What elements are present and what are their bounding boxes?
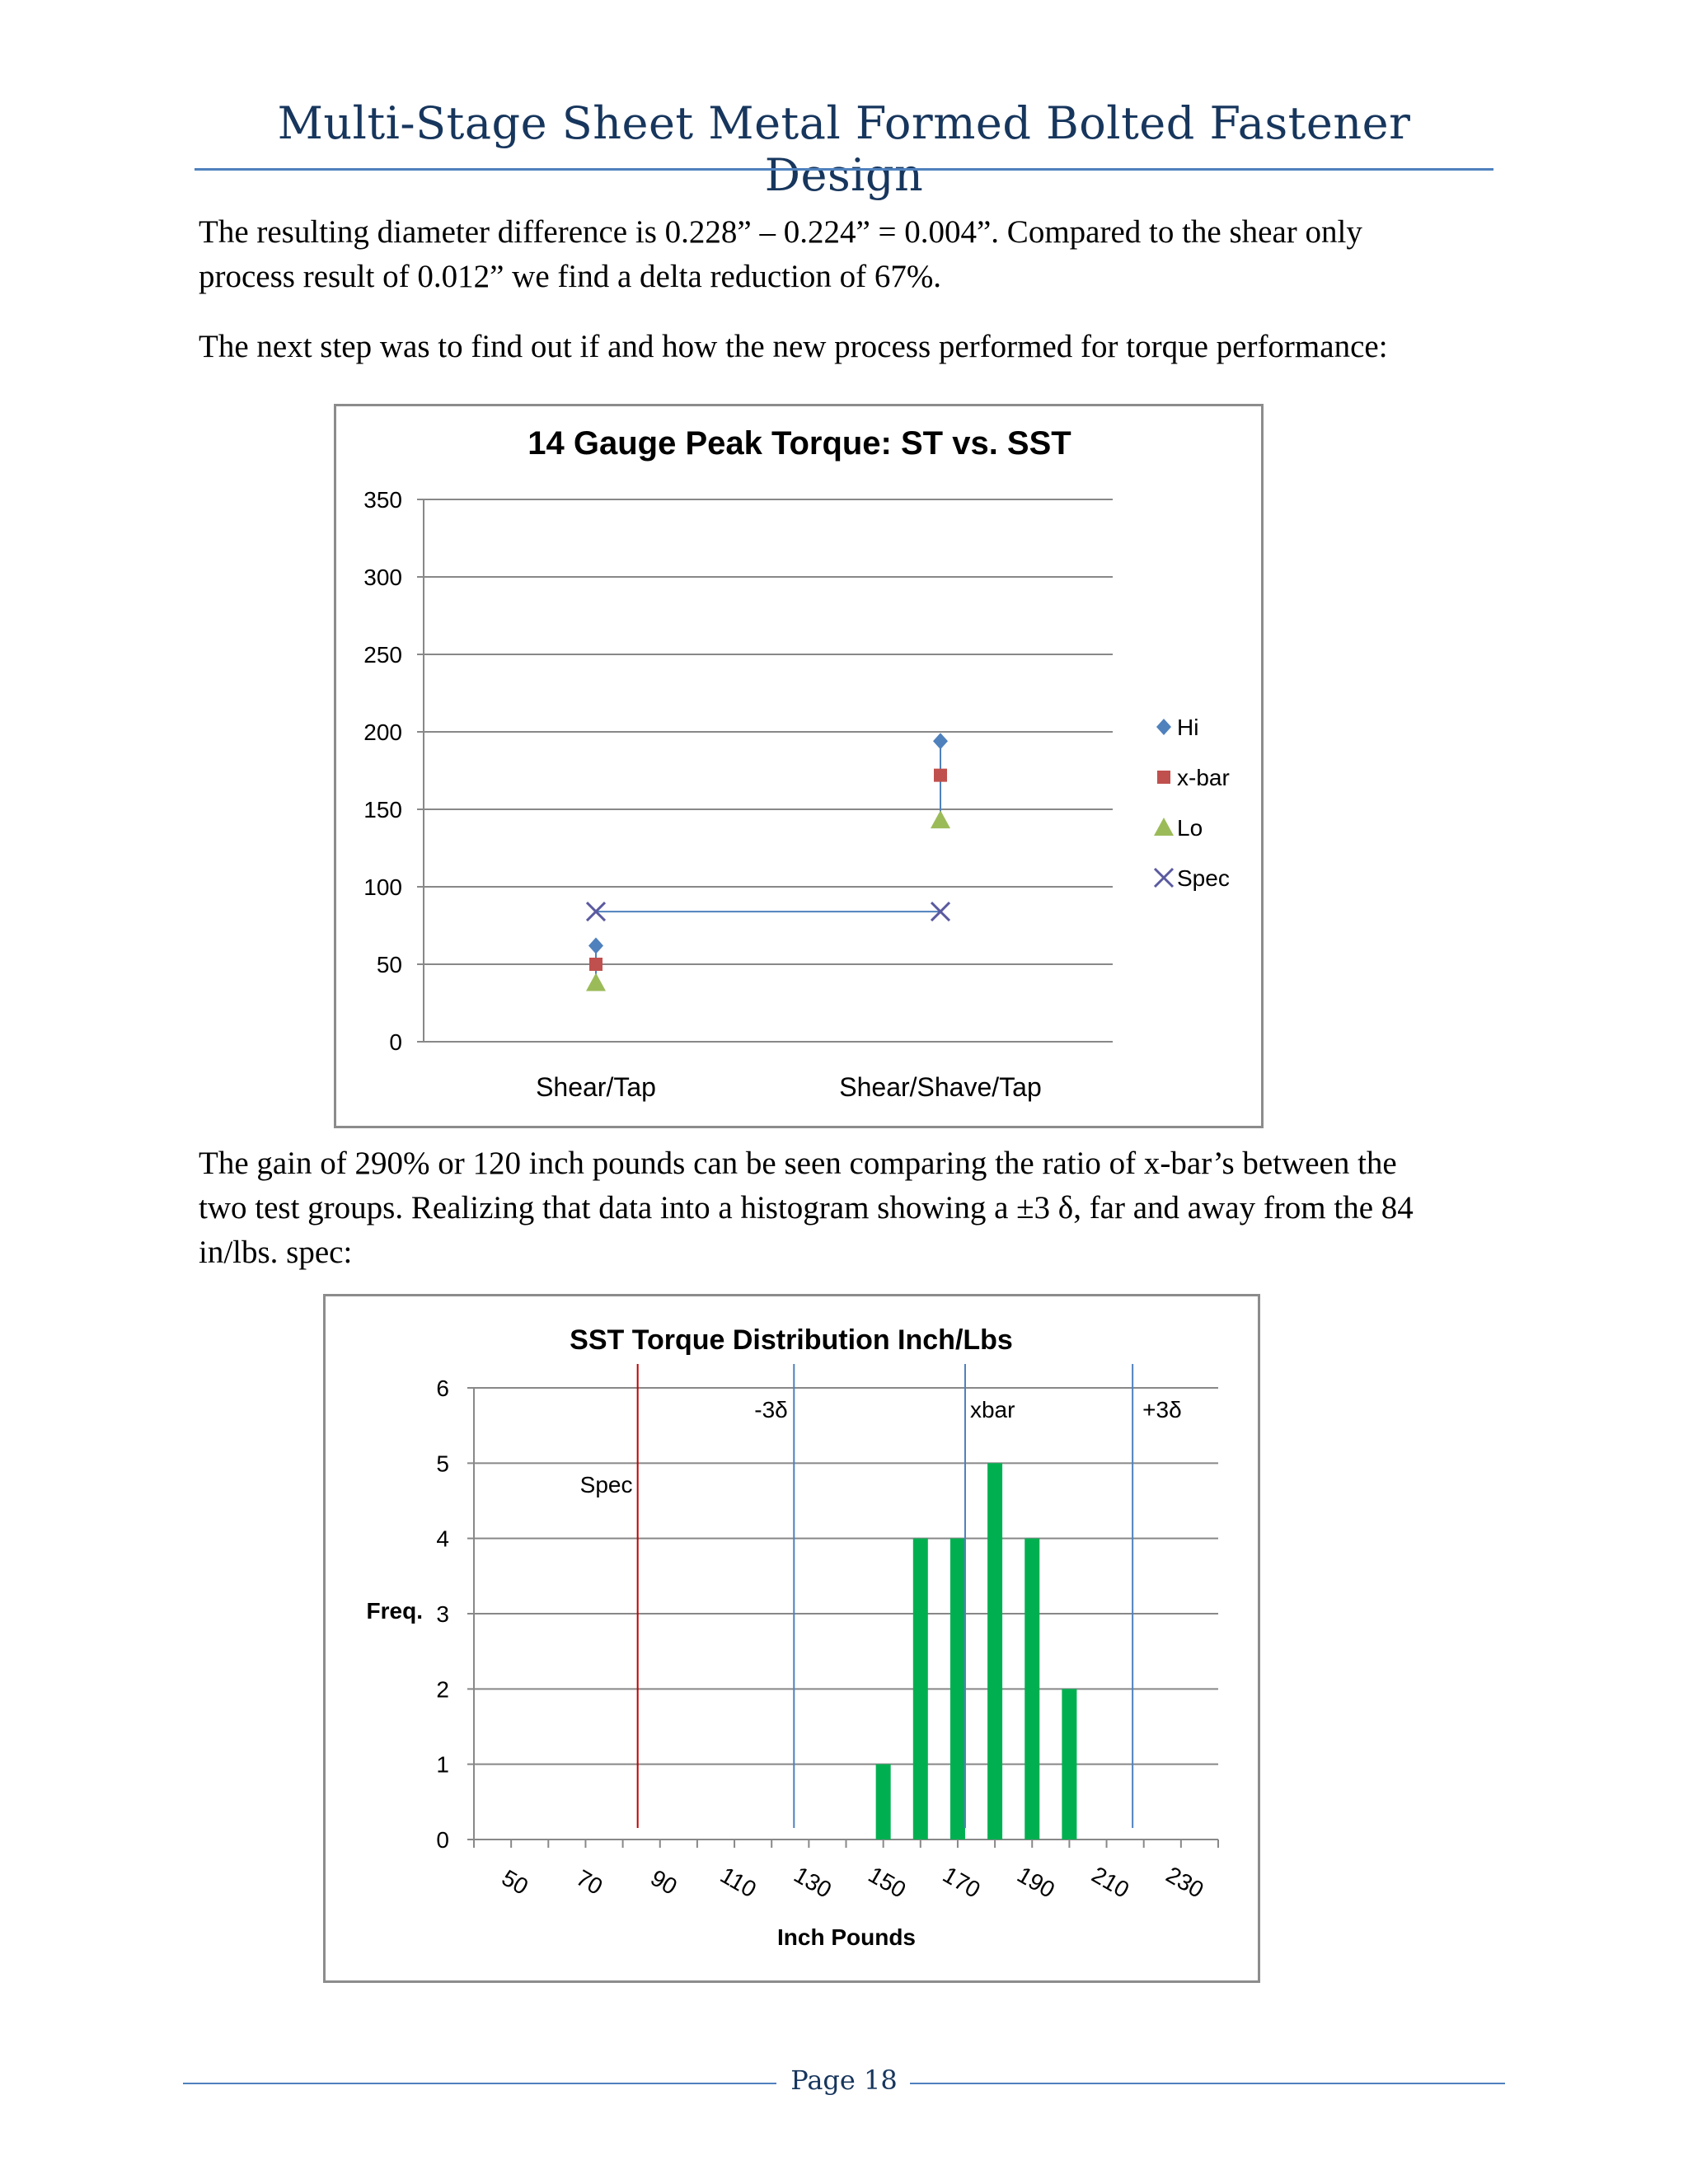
legend-label-xbar: x-bar: [1177, 765, 1230, 790]
histogram-bar: [987, 1463, 1002, 1840]
y-tick-label: 200: [363, 719, 402, 745]
peak-torque-chart-frame: [334, 404, 1264, 1128]
peak-torque-chart: [336, 406, 1261, 1126]
y-tick-label: 4: [436, 1526, 449, 1552]
x-tick-label: 50: [497, 1864, 533, 1900]
page-number: Page 18: [790, 2064, 898, 2096]
page-title: Multi-Stage Sheet Metal Formed Bolted Fastener Design: [277, 97, 1411, 201]
x-tick-label: Shear/Shave/Tap: [839, 1072, 1042, 1102]
x-tick-label: 170: [938, 1861, 985, 1903]
point-xbar: [934, 769, 947, 782]
paragraph-gain-line-1: The gain of 290% or 120 inch pounds can be seen comparing the ratio of x-bar’s between the: [199, 1146, 1397, 1181]
y-tick-label: 350: [363, 487, 402, 513]
reference-label-xbar: xbar: [969, 1397, 1015, 1422]
y-tick-label: 2: [436, 1676, 449, 1703]
x-tick-label: 230: [1161, 1861, 1208, 1903]
y-tick-label: 250: [363, 642, 402, 668]
title-divider: [195, 168, 1493, 171]
paragraph-next-step: The next step was to find out if and how the new process performed for torque performance:: [199, 329, 1388, 364]
y-tick-label: 5: [436, 1451, 449, 1477]
y-tick-label: 6: [436, 1376, 449, 1401]
torque-distribution-chart-frame: [323, 1294, 1260, 1983]
histogram-bar: [1062, 1689, 1076, 1840]
x-tick-label: 210: [1087, 1861, 1134, 1903]
x-tick-label: Shear/Tap: [536, 1072, 656, 1102]
x-axis-title: Inch Pounds: [777, 1924, 916, 1950]
chart-title: SST Torque Distribution Inch/Lbs: [570, 1324, 1013, 1356]
histogram-bar: [876, 1765, 891, 1840]
legend-marker-hi: [1156, 719, 1171, 735]
x-tick-label: 190: [1013, 1861, 1059, 1903]
legend-label-lo: Lo: [1177, 815, 1203, 841]
x-tick-label: 130: [790, 1861, 837, 1903]
histogram-bar: [950, 1539, 965, 1840]
histogram-bar: [913, 1539, 928, 1840]
point-hi: [933, 733, 948, 749]
y-tick-label: 100: [363, 874, 402, 900]
point-lo: [586, 973, 606, 991]
y-tick-label: 1: [436, 1751, 449, 1778]
footer-divider-left: [183, 2083, 776, 2084]
legend-label-hi: Hi: [1177, 715, 1199, 740]
legend-label-spec: Spec: [1177, 865, 1230, 891]
histogram-bar: [1025, 1539, 1039, 1840]
y-tick-label: 3: [436, 1601, 449, 1627]
point-xbar: [589, 958, 603, 971]
y-tick-label: 0: [436, 1827, 449, 1853]
y-tick-label: 0: [389, 1029, 402, 1055]
legend-marker-spec: [1155, 869, 1173, 887]
x-tick-label: 150: [864, 1861, 911, 1903]
chart-title: 14 Gauge Peak Torque: ST vs. SST: [528, 425, 1071, 462]
paragraph-diameter-line-1: The resulting diameter difference is 0.228” – 0.224” = 0.004”. Compared to the shear only: [199, 214, 1362, 250]
footer-divider-right: [910, 2083, 1505, 2084]
x-tick-label: 70: [571, 1864, 607, 1900]
y-axis-title: Freq.: [366, 1598, 423, 1624]
x-tick-label: 90: [646, 1864, 682, 1900]
reference-label-minus-3-delta: -3δ: [754, 1397, 788, 1422]
y-tick-label: 300: [363, 565, 402, 590]
legend-marker-lo: [1154, 818, 1174, 836]
reference-label-spec: Spec: [579, 1472, 633, 1497]
y-tick-label: 150: [363, 797, 402, 823]
paragraph-gain-line-2: two test groups. Realizing that data into a histogram showing a ±3 δ, far and away from the 84: [199, 1190, 1414, 1226]
x-tick-label: 110: [715, 1862, 761, 1903]
point-lo: [931, 810, 950, 828]
reference-label-plus-3-delta: +3δ: [1142, 1397, 1182, 1422]
point-hi: [588, 937, 603, 954]
paragraph-diameter-line-2: process result of 0.012” we find a delta reduction of 67%.: [199, 259, 942, 294]
torque-distribution-histogram: [326, 1296, 1258, 1980]
y-tick-label: 50: [376, 952, 402, 977]
legend-marker-xbar: [1157, 771, 1170, 784]
paragraph-gain-line-3: in/lbs. spec:: [199, 1235, 353, 1270]
